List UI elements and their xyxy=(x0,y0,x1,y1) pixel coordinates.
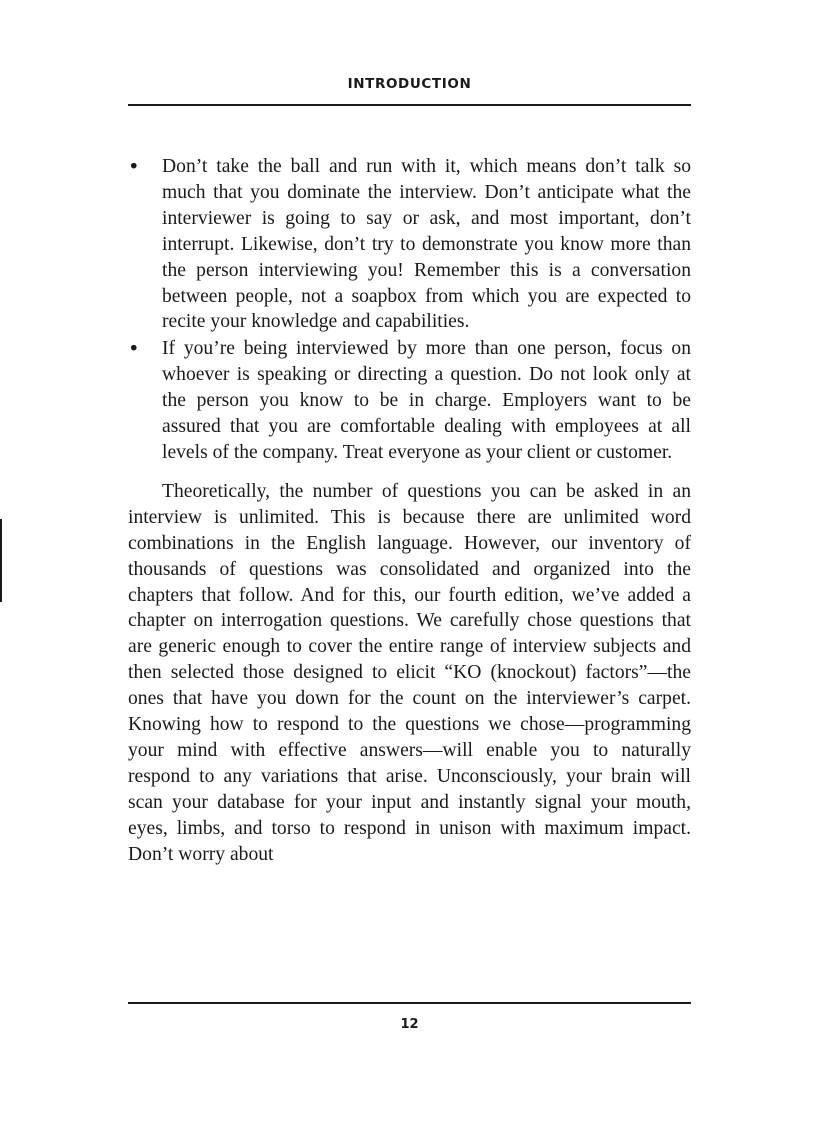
bullet-marker: • xyxy=(128,337,140,361)
page-body xyxy=(128,154,691,867)
page-number: 12 xyxy=(400,1017,419,1032)
bullet-list xyxy=(128,154,691,466)
scan-edge-mark xyxy=(0,519,2,602)
footer-rule xyxy=(128,1002,691,1004)
bullet-marker: • xyxy=(128,155,140,178)
header-rule xyxy=(128,104,691,106)
bullet-item xyxy=(128,154,691,335)
bullet-text: Don’t take the ball and run with it, which means don’t talk so much that you dominate the interview. Don’t anticipate what the interviewer is going to say or ask, and most important, don’t interrupt. Likewise, don’t try to demonstrate you know more than the person interviewing you! Remember this is a conversation between people, not a soapbox from which you are expected to recite your knowledge and capabilities. xyxy=(162,156,691,333)
bullet-text: If you’re being interviewed by more than one person, focus on whoever is speaking or directing a question. Do not look only at the person you know to be in charge. Employers want to be assured that you are comfortable dealing with employees at all levels of the company. Treat everyone as your client or customer. xyxy=(162,338,691,463)
body-paragraph: Theoretically, the number of questions you can be asked in an interview is unlimited. This is because there are unlimited word combinations in the English language. However, our inventory of thousands of questions was consolidated and organized into the chapters that follow. And for this, our fourth edition, we’ve added a chapter on interrogation questions. We carefully chose questions that are generic enough to cover the entire range of interview subjects and then selected those designed to elicit “KO (knockout) factors”—the ones that have you down for the count on the interviewer’s carpet. Knowing how to respond to the questions we chose—programming your mind with effective answers—will enable you to naturally respond to any variations that arise. Unconsciously, your brain will scan your database for your input and instantly signal your mouth, eyes, limbs, and torso to respond in unison with maximum impact. Don’t worry about xyxy=(128,480,691,865)
running-head: INTRODUCTION xyxy=(347,76,472,92)
bullet-item xyxy=(128,336,691,466)
